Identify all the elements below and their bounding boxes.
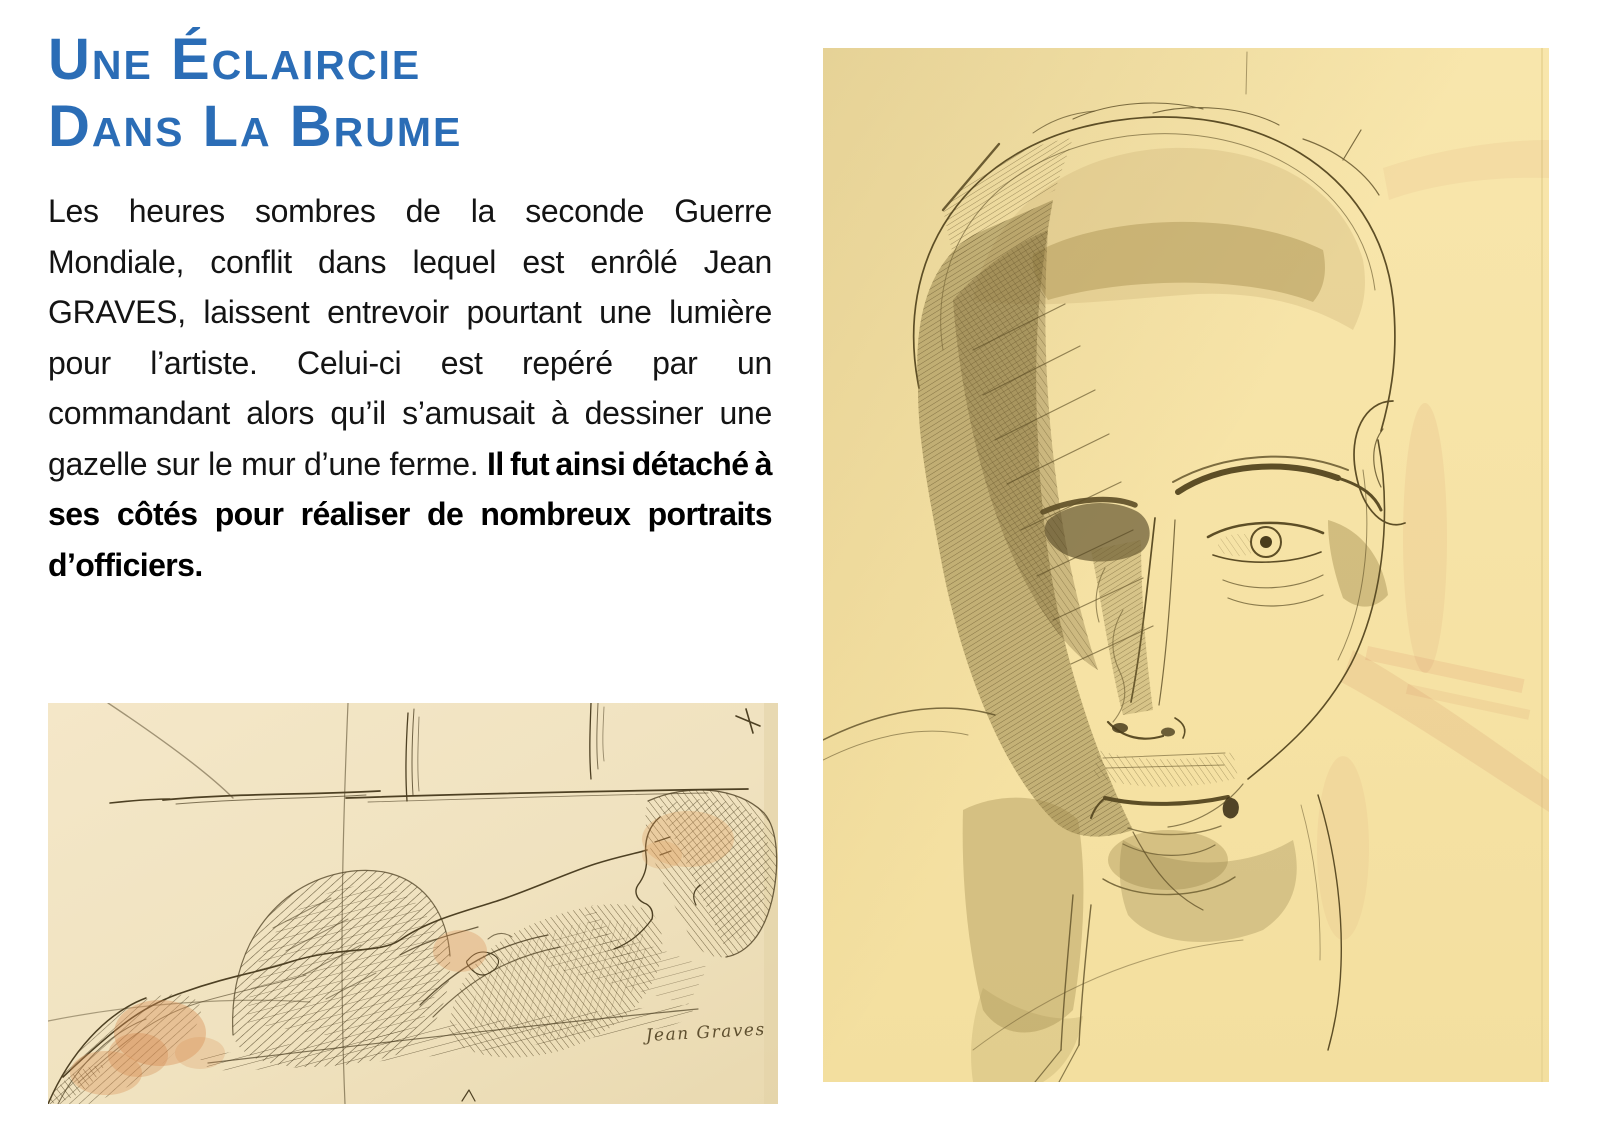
artist-signature: Jean Graves bbox=[645, 1019, 767, 1046]
title-line-1: Une Éclaircie bbox=[48, 27, 422, 92]
page-title bbox=[48, 26, 462, 161]
artwork-reclining-figure bbox=[48, 703, 778, 1104]
artwork-officer-portrait bbox=[823, 48, 1549, 1082]
title-line-2: Dans La Brume bbox=[48, 94, 463, 160]
officer-portrait-drawing bbox=[823, 48, 1549, 1082]
article-paragraph bbox=[48, 186, 772, 590]
paragraph-bold: Il fut ainsi détaché à ses côtés pour réaliser de nombreux portraits d’officiers. bbox=[48, 445, 772, 583]
paragraph-regular: Les heures sombres de la seconde Guerre Mondiale, conflit dans lequel est enrôlé Jean GRAVES, laissent entrevoir pourtant une lumière pour l’artiste. Celui-ci est repéré par un commandant alors qu’il s’amusait à dessiner une gazelle sur le mur d’une ferme. bbox=[48, 193, 772, 482]
reclining-figure-sketch bbox=[48, 703, 778, 1104]
